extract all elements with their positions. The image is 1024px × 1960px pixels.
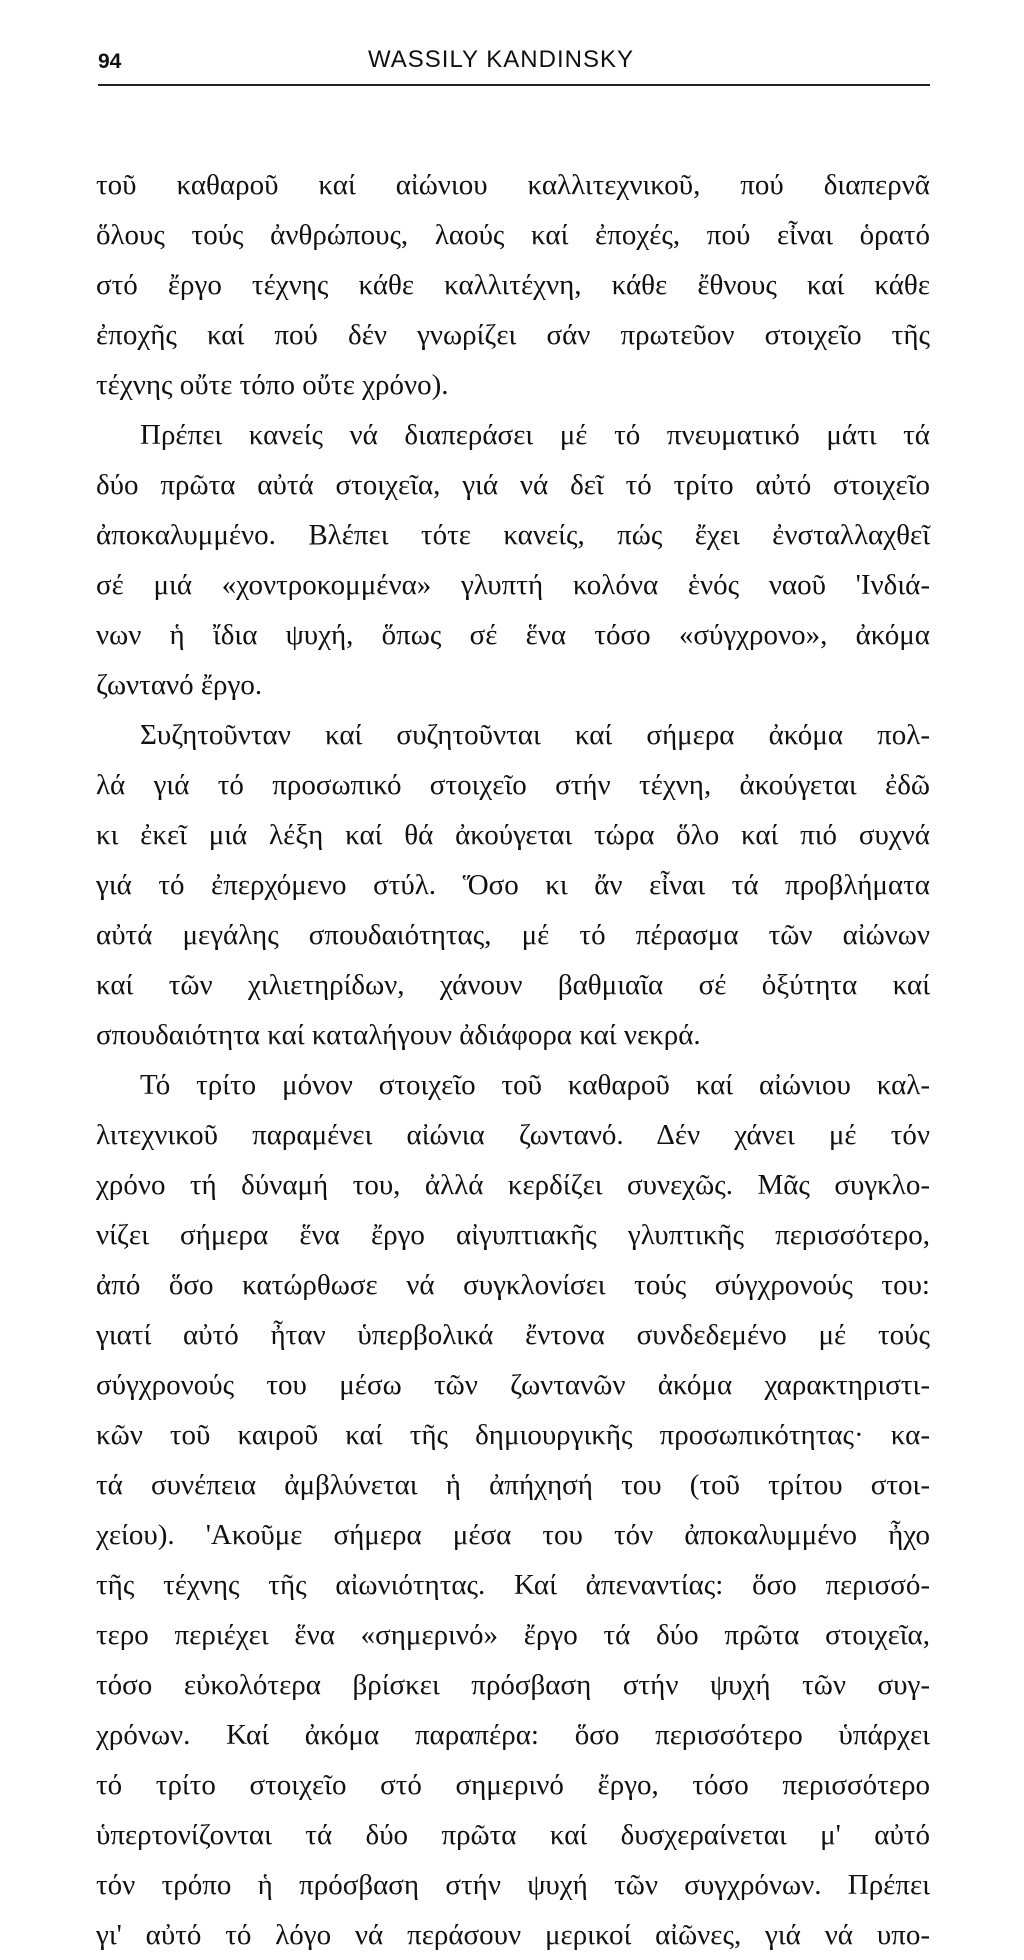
text-line: τῆς τέχνης τῆς αἰωνιότητας. Καί ἀπεναντίας: ὅσο περισσό- <box>96 1569 930 1601</box>
text-line: λά γιά τό προσωπικό στοιχεῖο στήν τέχνη, ἀκούγεται ἐδῶ <box>96 769 930 801</box>
text-line: στό ἔργο τέχνης κάθε καλλιτέχνη, κάθε ἔθνους καί κάθε <box>96 269 930 301</box>
page-number: 94 <box>98 50 122 73</box>
text-line: Συζητοῦνταν καί συζητοῦνται καί σήμερα ἀκόμα πολ- <box>140 719 930 751</box>
text-line: χρόνο τή δύναμή του, ἀλλά κερδίζει συνεχῶς. Μᾶς συγκλο- <box>96 1169 930 1201</box>
running-head: WASSILY KANDINSKY <box>368 46 634 73</box>
text-line: χρόνων. Καί ἀκόμα παραπέρα: ὅσο περισσότερο ὑπάρχει <box>96 1719 930 1751</box>
text-line: τά συνέπεια ἀμβλύνεται ἡ ἀπήχησή του (τοῦ τρίτου στοι- <box>96 1469 930 1501</box>
text-line: σέ μιά «χοντροκομμένα» γλυπτή κολόνα ἑνός ναοῦ 'Ινδιά- <box>96 569 930 601</box>
text-line: ἀπό ὅσο κατώρθωσε νά συγκλονίσει τούς σύγχρονούς του: <box>96 1269 930 1301</box>
text-line: Τό τρίτο μόνον στοιχεῖο τοῦ καθαροῦ καί αἰώνιου καλ- <box>140 1069 930 1101</box>
body-text <box>96 160 930 1960</box>
text-line: αὐτά μεγάλης σπουδαιότητας, μέ τό πέρασμα τῶν αἰώνων <box>96 919 930 951</box>
text-line: δύο πρῶτα αὐτά στοιχεῖα, γιά νά δεῖ τό τρίτο αὐτό στοιχεῖο <box>96 469 930 501</box>
text-line: γιατί αὐτό ἦταν ὑπερβολικά ἔντονα συνδεδεμένο μέ τούς <box>96 1319 930 1351</box>
text-line: τόν τρόπο ἡ πρόσβαση στήν ψυχή τῶν συγχρόνων. Πρέπει <box>96 1869 930 1901</box>
text-line: γι' αὐτό τό λόγο νά περάσουν μερικοί αἰῶνες, γιά νά υπο- <box>96 1919 930 1951</box>
text-line: ὅλους τούς ἀνθρώπους, λαούς καί ἐποχές, πού εἶναι ὁρατό <box>96 219 930 251</box>
text-line: τοῦ καθαροῦ καί αἰώνιου καλλιτεχνικοῦ, πού διαπερνᾶ <box>96 169 930 201</box>
text-line: τόσο εὐκολότερα βρίσκει πρόσβαση στήν ψυχή τῶν συγ- <box>96 1669 930 1701</box>
text-line: καί τῶν χιλιετηρίδων, χάνουν βαθμιαῖα σέ ὀξύτητα καί <box>96 969 930 1001</box>
text-line: τέχνης οὔτε τόπο οὔτε χρόνο). <box>96 369 449 401</box>
page-header <box>98 44 930 86</box>
text-line: λιτεχνικοῦ παραμένει αἰώνια ζωντανό. Δέν χάνει μέ τόν <box>96 1119 930 1151</box>
text-line: σύγχρονούς του μέσω τῶν ζωντανῶν ἀκόμα χαρακτηριστι- <box>96 1369 930 1401</box>
text-line: Πρέπει κανείς νά διαπεράσει μέ τό πνευματικό μάτι τά <box>140 419 930 451</box>
text-line: κῶν τοῦ καιροῦ καί τῆς δημιουργικῆς προσωπικότητας· κα- <box>96 1419 930 1451</box>
text-line: ζωντανό ἔργο. <box>96 669 263 701</box>
text-line: χείου). 'Ακοῦμε σήμερα μέσα του τόν ἀποκαλυμμένο ἦχο <box>96 1519 930 1551</box>
text-line: νίζει σήμερα ἕνα ἔργο αἰγυπτιακῆς γλυπτικῆς περισσότερο, <box>96 1219 930 1251</box>
text-line: κι ἐκεῖ μιά λέξη καί θά ἀκούγεται τώρα ὅλο καί πιό συχνά <box>96 819 930 851</box>
text-line: τό τρίτο στοιχεῖο στό σημερινό ἔργο, τόσο περισσότερο <box>96 1769 930 1801</box>
text-line: ἀποκαλυμμένο. Βλέπει τότε κανείς, πώς ἔχει ἐνσταλλαχθεῖ <box>96 519 930 551</box>
text-line: τερο περιέχει ἕνα «σημερινό» ἔργο τά δύο πρῶτα στοιχεῖα, <box>96 1619 930 1651</box>
text-line: γιά τό ἐπερχόμενο στύλ. Ὅσο κι ἄν εἶναι τά προβλήματα <box>96 869 930 901</box>
text-line: σπουδαιότητα καί καταλήγουν ἀδιάφορα καί νεκρά. <box>96 1019 701 1051</box>
text-line: ὑπερτονίζονται τά δύο πρῶτα καί δυσχεραίνεται μ' αὐτό <box>96 1819 930 1851</box>
text-line: νων ἡ ἴδια ψυχή, ὅπως σέ ἕνα τόσο «σύγχρονο», ἀκόμα <box>96 619 930 651</box>
text-line: ἐποχῆς καί πού δέν γνωρίζει σάν πρωτεῦον στοιχεῖο τῆς <box>96 319 930 351</box>
